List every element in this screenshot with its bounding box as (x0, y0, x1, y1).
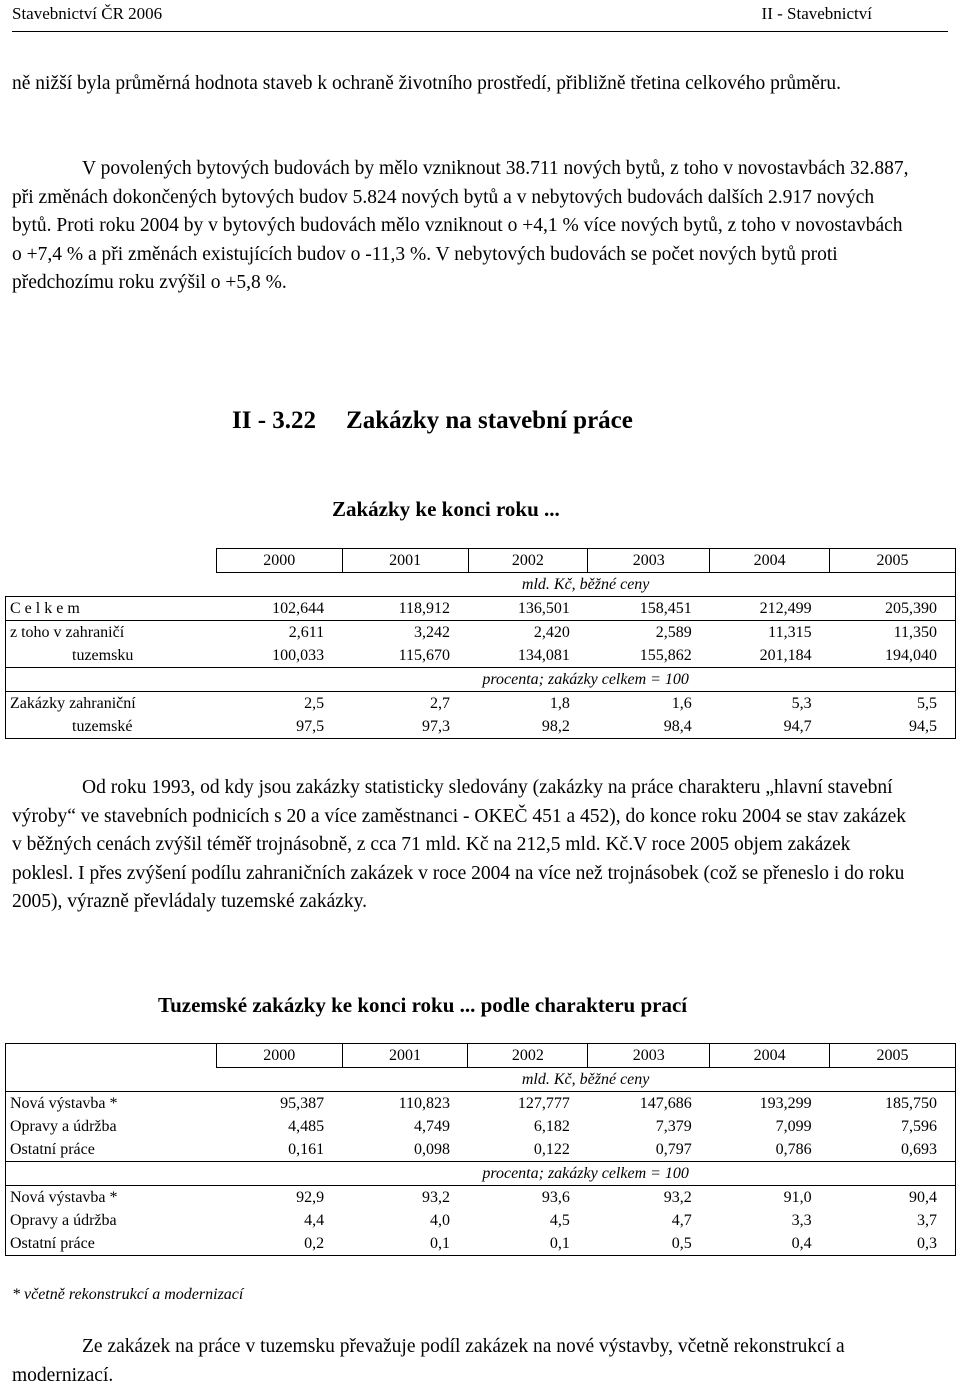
year-cell: 2002 (468, 549, 588, 573)
header-divider (12, 31, 948, 32)
section-heading (232, 407, 633, 435)
row-label: Opravy a údržba (6, 1115, 217, 1138)
year-cell: 2005 (830, 1044, 956, 1068)
empty-cell (6, 549, 217, 573)
value-cell: 5,5 (830, 692, 956, 716)
value-cell: 90,4 (830, 1186, 956, 1210)
empty-cell (6, 573, 217, 597)
paragraph-1: ně nižší byla průměrná hodnota staveb k ochraně životního prostředí, přibližně třetina celkového průměru. (12, 73, 842, 94)
value-cell: 115,670 (342, 644, 468, 668)
empty-cell (6, 1044, 217, 1068)
value-cell: 98,2 (468, 715, 588, 739)
year-cell: 2005 (830, 549, 956, 573)
table-row (6, 1232, 956, 1256)
year-cell: 2002 (468, 1044, 588, 1068)
value-cell: 158,451 (588, 597, 710, 621)
row-label: tuzemské (6, 715, 217, 739)
unit-row (6, 573, 956, 597)
table-row (6, 644, 956, 668)
value-cell: 4,485 (288, 1117, 325, 1135)
value-cell: 7,099 (775, 1117, 812, 1135)
page-header (12, 4, 948, 28)
paragraph-2: V povolených bytových budovách by mělo vzniknout 38.711 nových bytů, z toho v novostavbách 32.887, při změnách dokončených bytových budov 5.824 nových bytů a v nebytových budovách dalších 2.917 nových bytů. Proti roku 2004 by v bytových budovách mělo vzniknout o +4,1 % více nových bytů, z toho v novostavbách o +7,4 % a při změnách existujících budov o -11,3 %. V nebytových budovách se počet nových bytů proti předchozímu roku zvýšil o +5,8 %. (12, 158, 909, 293)
value-cell: 118,912 (342, 597, 468, 621)
value-cell: 11,315 (768, 623, 812, 641)
row-label: C e l k e m (6, 597, 217, 621)
value-cell: 2,5 (216, 692, 342, 716)
paragraph-4: Ze zakázek na práce v tuzemsku převažuje podíl zakázek na nové výstavby, včetně rekonstrukcí a modernizací. (12, 1336, 845, 1386)
value-cell: 1,6 (588, 692, 710, 716)
section-number: II - 3.22 (232, 407, 317, 434)
value-cell: 0,5 (588, 1232, 710, 1256)
value-cell: 94,7 (710, 715, 830, 739)
value-cell: 102,644 (216, 597, 342, 621)
value-cell: 4,5 (549, 1211, 570, 1229)
table-row (6, 621, 956, 645)
value-cell: 4,7 (671, 1211, 692, 1229)
row-label: Nová výstavba * (6, 1092, 217, 1116)
unit-label: mld. Kč, běžné ceny (216, 573, 955, 597)
year-header-row (6, 1044, 956, 1068)
value-cell: 212,499 (710, 597, 830, 621)
value-cell: 0,1 (468, 1232, 588, 1256)
empty-cell (6, 1162, 217, 1186)
year-cell: 2001 (342, 1044, 468, 1068)
table-row (6, 715, 956, 739)
value-cell: 91,0 (783, 1188, 812, 1206)
year-header-row (6, 549, 956, 573)
year-cell: 2000 (216, 549, 342, 573)
value-cell: 0,4 (710, 1232, 830, 1256)
value-cell: 4,4 (304, 1211, 325, 1229)
unit-label: mld. Kč, běžné ceny (216, 1068, 955, 1092)
value-cell: 193,299 (759, 1094, 812, 1112)
table-row (6, 1138, 956, 1162)
value-cell: 98,4 (588, 715, 710, 739)
footnote: * včetně rekonstrukcí a modernizací (12, 1286, 244, 1303)
value-cell: 93,6 (541, 1188, 570, 1206)
empty-cell (6, 1068, 217, 1092)
row-label: Opravy a údržba (6, 1209, 217, 1232)
value-cell: 93,2 (663, 1188, 692, 1206)
value-cell: 3,3 (791, 1211, 812, 1229)
table-row (6, 1115, 956, 1138)
unit-row (6, 1068, 956, 1092)
value-cell: 2,420 (533, 623, 570, 641)
value-cell: 0,122 (468, 1138, 588, 1162)
row-label: tuzemsku (6, 644, 217, 668)
value-cell: 4,749 (413, 1117, 450, 1135)
year-cell: 2003 (588, 1044, 710, 1068)
value-cell: 11,350 (830, 621, 956, 645)
table-row (6, 1092, 956, 1116)
value-cell: 3,7 (830, 1209, 956, 1232)
row-label: Ostatní práce (6, 1138, 217, 1162)
year-cell: 2003 (588, 549, 710, 573)
year-cell: 2001 (342, 549, 468, 573)
row-label: Zakázky zahraniční (6, 692, 217, 716)
row-label: Ostatní práce (6, 1232, 217, 1256)
value-cell: 0,1 (342, 1232, 468, 1256)
value-cell: 0,797 (588, 1138, 710, 1162)
value-cell: 0,2 (216, 1232, 342, 1256)
value-cell: 97,3 (342, 715, 468, 739)
table1-title: Zakázky ke konci roku ... (332, 497, 560, 521)
value-cell: 2,589 (655, 623, 692, 641)
section-title: Zakázky na stavební práce (346, 407, 633, 434)
value-cell: 0,786 (710, 1138, 830, 1162)
value-cell: 95,387 (280, 1094, 325, 1112)
value-cell: 0,098 (342, 1138, 468, 1162)
value-cell: 6,182 (533, 1117, 570, 1135)
unit-label: procenta; zakázky celkem = 100 (216, 668, 955, 692)
paragraph-3: Od roku 1993, od kdy jsou zakázky statisticky sledovány (zakázky na práce charakteru „hlavní stavební výroby“ ve stavebních podnicích s 20 a více zaměstnanci - OKEČ 451 a 452), do konce roku 2004 se stav zakázek v běžných cenách zvýšil téměř trojnásobně, z cca 71 mld. Kč na 212,5 mld. Kč.V roce 2005 objem zakázek poklesl. I přes zvýšení podílu zahraničních zakázek v roce 2004 na více než trojnásobek (což se přeneslo i do roku 2005), výrazně převládaly tuzemské zakázky. (12, 777, 907, 912)
value-cell: 0,161 (216, 1138, 342, 1162)
value-cell: 97,5 (216, 715, 342, 739)
value-cell: 194,040 (830, 644, 956, 668)
empty-cell (6, 668, 217, 692)
row-label: Nová výstavba * (6, 1186, 217, 1210)
unit-row (6, 1162, 956, 1186)
value-cell: 1,8 (468, 692, 588, 716)
value-cell: 201,184 (710, 644, 830, 668)
value-cell: 147,686 (639, 1094, 692, 1112)
value-cell: 134,081 (468, 644, 588, 668)
value-cell: 4,0 (429, 1211, 450, 1229)
value-cell: 5,3 (710, 692, 830, 716)
unit-label: procenta; zakázky celkem = 100 (216, 1162, 955, 1186)
value-cell: 2,611 (288, 623, 325, 641)
value-cell: 93,2 (421, 1188, 450, 1206)
table2-title: Tuzemské zakázky ke konci roku ... podle charakteru prací (158, 993, 688, 1017)
table-row (6, 597, 956, 621)
header-left: Stavebnictví ČR 2006 (12, 4, 163, 23)
value-cell: 110,823 (398, 1094, 450, 1112)
table-row (6, 1186, 956, 1210)
table-domestic-orders (5, 1043, 956, 1256)
table-row (6, 1209, 956, 1232)
value-cell: 136,501 (468, 597, 588, 621)
value-cell: 3,242 (414, 623, 450, 641)
value-cell: 7,596 (830, 1115, 956, 1138)
year-cell: 2004 (710, 549, 830, 573)
value-cell: 7,379 (655, 1117, 692, 1135)
unit-row (6, 668, 956, 692)
value-cell: 92,9 (296, 1188, 325, 1206)
row-label: z toho v zahraničí (6, 621, 217, 645)
table-orders (5, 548, 956, 739)
value-cell: 0,693 (830, 1138, 956, 1162)
year-cell: 2000 (216, 1044, 342, 1068)
year-cell: 2004 (710, 1044, 830, 1068)
value-cell: 205,390 (830, 597, 956, 621)
value-cell: 185,750 (830, 1092, 956, 1116)
value-cell: 0,3 (830, 1232, 956, 1256)
table-row (6, 692, 956, 716)
value-cell: 94,5 (830, 715, 956, 739)
value-cell: 2,7 (342, 692, 468, 716)
value-cell: 155,862 (588, 644, 710, 668)
value-cell: 127,777 (517, 1094, 570, 1112)
header-right: II - Stavebnictví (761, 4, 872, 23)
value-cell: 100,033 (216, 644, 342, 668)
